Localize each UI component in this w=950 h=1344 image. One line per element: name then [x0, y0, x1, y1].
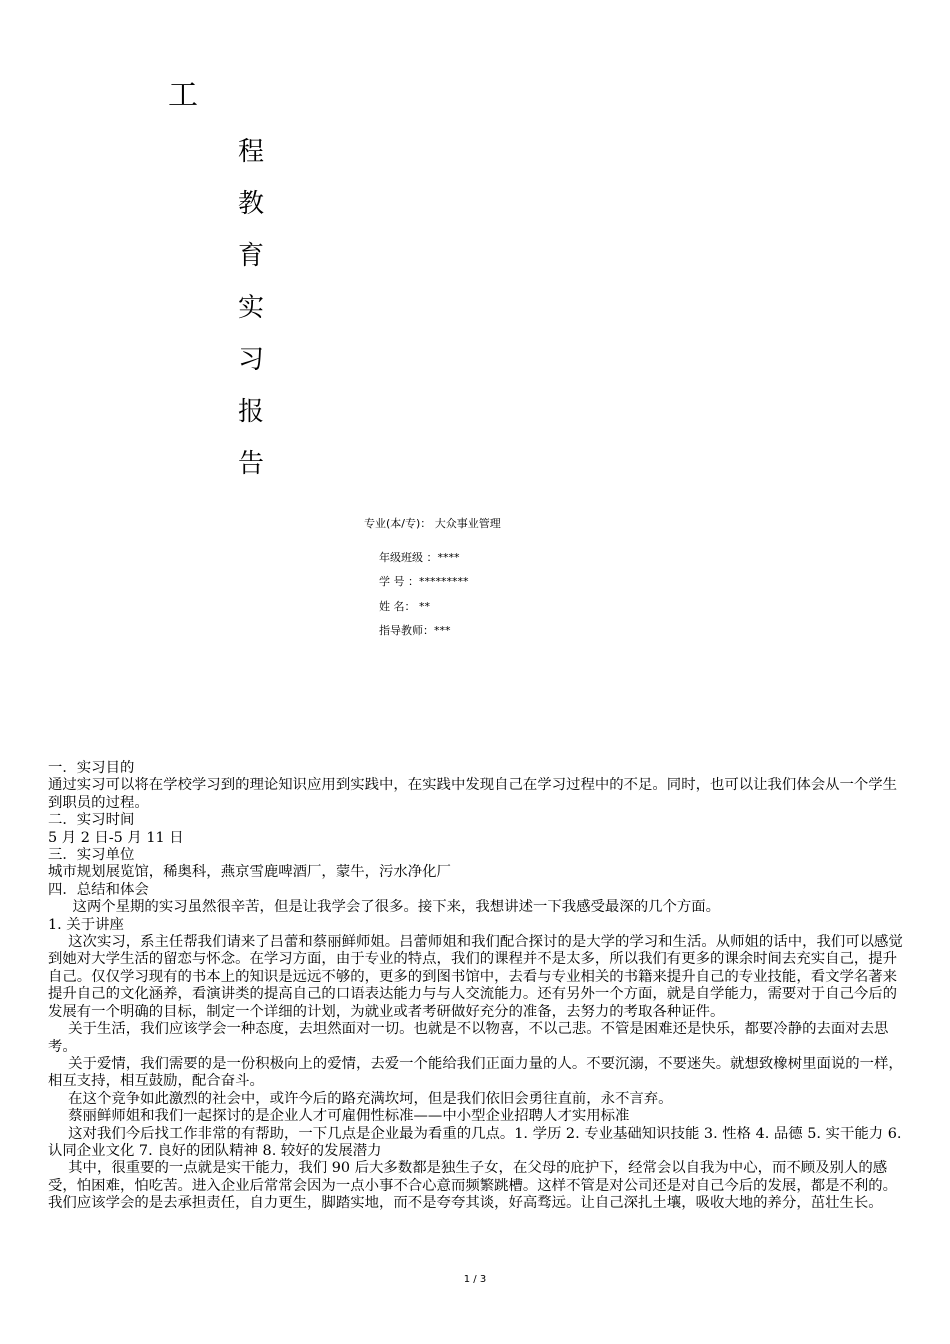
info-advisor: 指导教师：***: [379, 624, 451, 637]
page-number: 1 / 3: [463, 1274, 487, 1285]
title-char: 程: [238, 137, 265, 167]
section-heading: 四．总结和体会: [48, 881, 149, 898]
section-heading: 一．实习目的: [48, 760, 135, 776]
title-first-char: 工: [168, 78, 198, 113]
section-heading: 三．实习单位: [48, 847, 135, 864]
paragraph: 城市规划展览馆，稀奥科，燕京雪鹿啤酒厂，蒙牛，污水净化厂: [48, 864, 451, 881]
title-char: 告: [238, 449, 265, 479]
report-body: [48, 760, 908, 1213]
paragraph: 在这个竞争如此激烈的社会中，或许今后的路充满坎坷，但是我们依旧会勇往直前，永不言弃。: [68, 1090, 673, 1107]
info-major: 专业(本/专)： 大众事业管理: [364, 517, 501, 530]
paragraph: 关于生活，我们应该学会一种态度，去坦然面对一切。也就是不以物喜，不以己悲。不管是困难还是快乐，都要冷静的去面对去思考。: [48, 1021, 889, 1055]
info-name: 姓 名： **: [379, 600, 430, 613]
title-char: 实: [238, 293, 265, 323]
paragraph: 关于爱情，我们需要的是一份积极向上的爱情，去爱一个能给我们正面力量的人。不要沉溺，不要迷失。就想致橡树里面说的一样，相互支持，相互鼓励，配合奋斗。: [48, 1055, 903, 1090]
title-char: 报: [238, 397, 265, 427]
info-student-id: 学 号 ：*********: [379, 575, 469, 588]
paragraph: 这两个星期的实习虽然很辛苦，但是让我学会了很多。接下来，我想讲述一下我感受最深的几个方面。: [72, 899, 721, 916]
paragraph: 其中，很重要的一点就是实干能力，我们 90 后大多数都是独生子女，在父母的庇护下，经常会以自我为中心，而不顾及别人的感受，怕困难，怕吃苦。进入企业后常常会因为一点小事不合心意而频繁跳槽。这样不管是对公司还是对自己今后的发展，都是不利的。我们应该学会的是去承担责任，自力更生，脚踏实地，而不是夸夸其谈，好高骛远。让自己深扎土壤，吸收大地的养分，茁壮生长。: [48, 1160, 898, 1212]
subsection-heading: 1. 关于讲座: [48, 916, 124, 933]
info-grade: 年级班级 ：****: [379, 551, 460, 564]
title-char: 教: [238, 189, 265, 219]
title-char: 习: [238, 345, 265, 375]
paragraph: 这对我们今后找工作非常的有帮助，一下几点是企业最为看重的几点。1. 学历 2. 专业基础知识技能 3. 性格 4. 品德 5. 实干能力 6. 认同企业文化 7. 良好的团队精神 8. 较好的发展潜力: [48, 1125, 902, 1159]
section-heading: 二．实习时间: [48, 812, 135, 829]
title-char: 育: [238, 241, 265, 271]
paragraph: 蔡丽鲜师姐和我们一起探讨的是企业人才可雇佣性标准——中小型企业招聘人才实用标准: [68, 1108, 630, 1125]
paragraph: 这次实习，系主任帮我们请来了吕蕾和蔡丽鲜师姐。吕蕾师姐和我们配合探讨的是大学的学习和生活。从师姐的话中，我们可以感觉到她对大学生活的留恋与怀念。在学习方面，由于专业的特点，我们的课程并不是太多，所以我们有更多的课余时间去充实自己，提升自己。仅仅学习现有的书本上的知识是远远不够的，更多的到图书馆中，去看与专业相关的书籍来提升自己的专业技能，看文学名著来提升自己的文化涵养，看演讲类的提高自己的口语表达能力与与人交流能力。还有另外一个方面，就是自学能力，需要对于自己今后的发展有一个明确的目标，制定一个详细的计划，为就业或者考研做好充分的准备，去努力的考取各种证件。: [48, 934, 903, 1020]
paragraph: 通过实习可以将在学校学习到的理论知识应用到实践中，在实践中发现自己在学习过程中的不足。同时，也可以让我们体会从一个学生到职员的过程。: [48, 777, 898, 811]
title-vertical: [238, 132, 272, 496]
paragraph: 5 月 2 日-5 月 11 日: [48, 829, 184, 846]
